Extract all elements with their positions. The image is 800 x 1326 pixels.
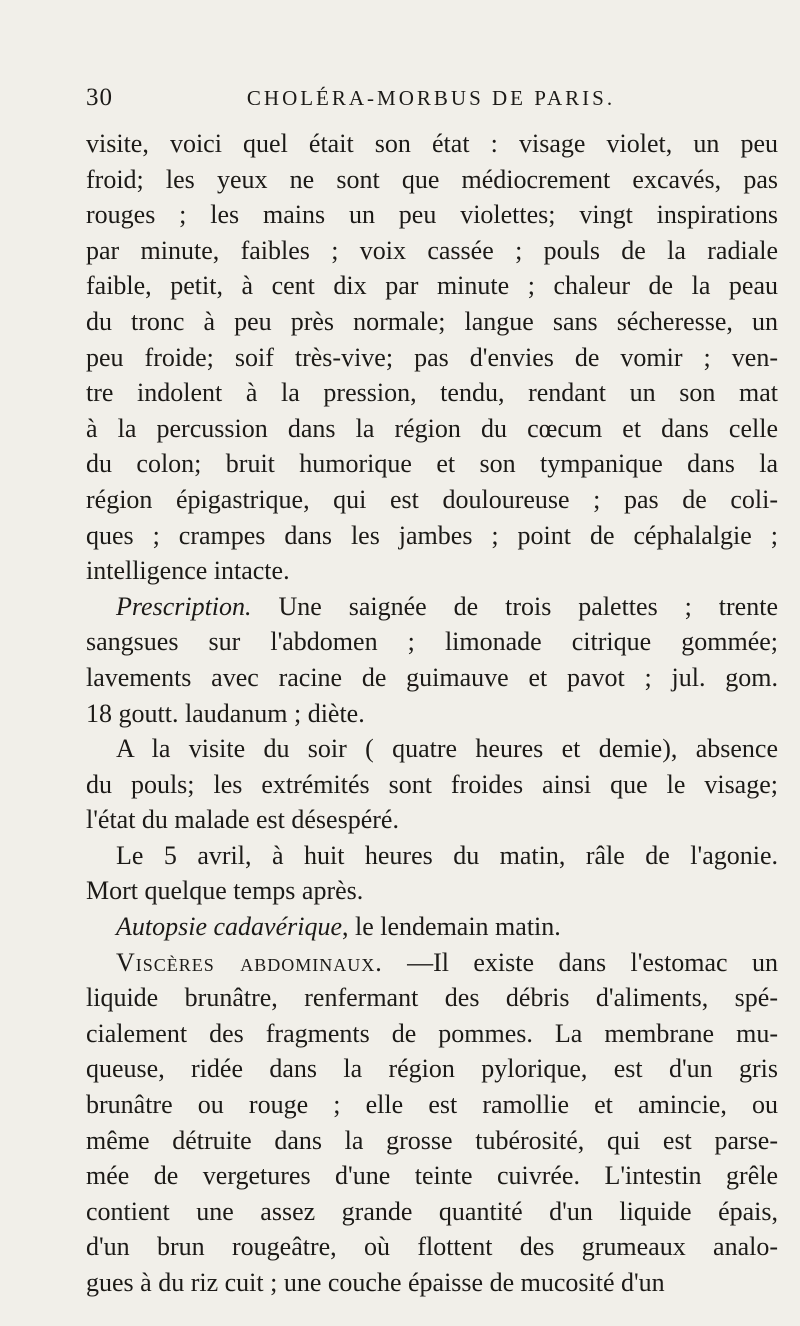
line-text: cialement des fragments de pommes. La membrane mu-: [86, 1018, 778, 1048]
text-line: [86, 482, 778, 518]
line-text: peu froide; soif très-vive; pas d'envies de vomir ; ven-: [86, 342, 778, 372]
text-line: [86, 446, 778, 482]
italic-heading: Autopsie cadavérique: [116, 912, 342, 942]
text-line: [86, 1158, 778, 1194]
running-head: [86, 78, 776, 118]
text-line: [86, 909, 778, 945]
text-line: [86, 375, 778, 411]
text-line: [86, 838, 778, 874]
line-text: par minute, faibles ; voix cassée ; pouls de la radiale: [86, 235, 778, 265]
text-line: [86, 1016, 778, 1052]
line-text: du colon; bruit humorique et son tympanique dans la: [86, 449, 778, 479]
line-text: du pouls; les extrémités sont froides ainsi que le visage;: [86, 769, 778, 799]
line-text: faible, petit, à cent dix par minute ; chaleur de la peau: [86, 271, 778, 301]
text-line: [86, 1051, 778, 1087]
text-line: [86, 802, 778, 838]
line-text: queuse, ridée dans la région pylorique, est d'un gris: [86, 1054, 778, 1084]
line-text: visite, voici quel était son état : visage violet, un peu: [86, 129, 778, 158]
line-text: intelligence intacte.: [86, 556, 290, 586]
line-text: froid; les yeux ne sont que médiocrement excavés, pas: [86, 164, 778, 194]
text-line: [86, 304, 778, 340]
line-text: mée de vergetures d'une teinte cuivrée. L'intestin grêle: [86, 1161, 778, 1191]
line-text: l'état du malade est désespéré.: [86, 805, 399, 835]
line-text: à la percussion dans la région du cœcum et dans celle: [86, 413, 778, 443]
line-text: liquide brunâtre, renfermant des débris d'aliments, spé-: [86, 983, 778, 1013]
text-line: [86, 1229, 778, 1265]
text-line: [86, 1123, 778, 1159]
running-title: CHOLÉRA-MORBUS DE PARIS.: [246, 86, 616, 110]
page-number: 30: [86, 84, 113, 111]
line-text: Une saignée de trois palettes ; trente: [251, 591, 778, 621]
text-line: [86, 624, 778, 660]
line-text: gues à du riz cuit ; une couche épaisse de mucosité d'un: [86, 1268, 665, 1297]
text-line: [86, 589, 778, 625]
text-line: [86, 767, 778, 803]
line-text: contient une assez grande quantité d'un liquide épais,: [86, 1196, 778, 1226]
text-line: [86, 197, 778, 233]
line-text: du tronc à peu près normale; langue sans sécheresse, un: [86, 306, 778, 336]
text-line: [86, 873, 778, 909]
text-line: [86, 340, 778, 376]
body-text: [86, 126, 778, 1301]
line-text: —Il existe dans l'estomac un: [382, 947, 779, 977]
text-line: [86, 980, 778, 1016]
line-text: sangsues sur l'abdomen ; limonade citrique gommée;: [86, 627, 778, 657]
text-line: [86, 945, 778, 981]
italic-heading: Prescription.: [116, 591, 252, 621]
line-text: brunâtre ou rouge ; elle est ramollie et amincie, ou: [86, 1090, 778, 1120]
line-text: région épigastrique, qui est douloureuse ; pas de coli-: [86, 484, 778, 514]
text-line: [86, 731, 778, 767]
line-text: lavements avec racine de guimauve et pavot ; jul. gom.: [86, 662, 778, 692]
line-text: Mort quelque temps après.: [86, 876, 364, 906]
text-line: [86, 162, 778, 198]
line-text: tre indolent à la pression, tendu, rendant un son mat: [86, 378, 778, 408]
line-text: d'un brun rougeâtre, où flottent des grumeaux analo-: [86, 1232, 778, 1262]
text-line: [86, 1265, 778, 1301]
text-line: [86, 553, 778, 589]
text-line: [86, 126, 778, 162]
line-text: Le 5 avril, à huit heures du matin, râle de l'agonie.: [116, 840, 778, 870]
line-text: A la visite du soir ( quatre heures et demie), absence: [116, 734, 778, 764]
text-line: [86, 233, 778, 269]
text-line: [86, 518, 778, 554]
line-text: , le lendemain matin.: [342, 912, 561, 942]
line-text: même détruite dans la grosse tubérosité, qui est parse-: [86, 1125, 778, 1155]
text-line: [86, 1194, 778, 1230]
text-line: [86, 660, 778, 696]
text-line: [86, 268, 778, 304]
text-line: [86, 1087, 778, 1123]
text-line: [86, 411, 778, 447]
line-text: 18 goutt. laudanum ; diète.: [86, 698, 365, 728]
text-line: [86, 696, 778, 732]
line-text: ques ; crampes dans les jambes ; point de céphalalgie ;: [86, 520, 778, 550]
section-heading: Viscères abdominaux.: [116, 947, 383, 977]
line-text: rouges ; les mains un peu violettes; vingt inspirations: [86, 200, 778, 230]
